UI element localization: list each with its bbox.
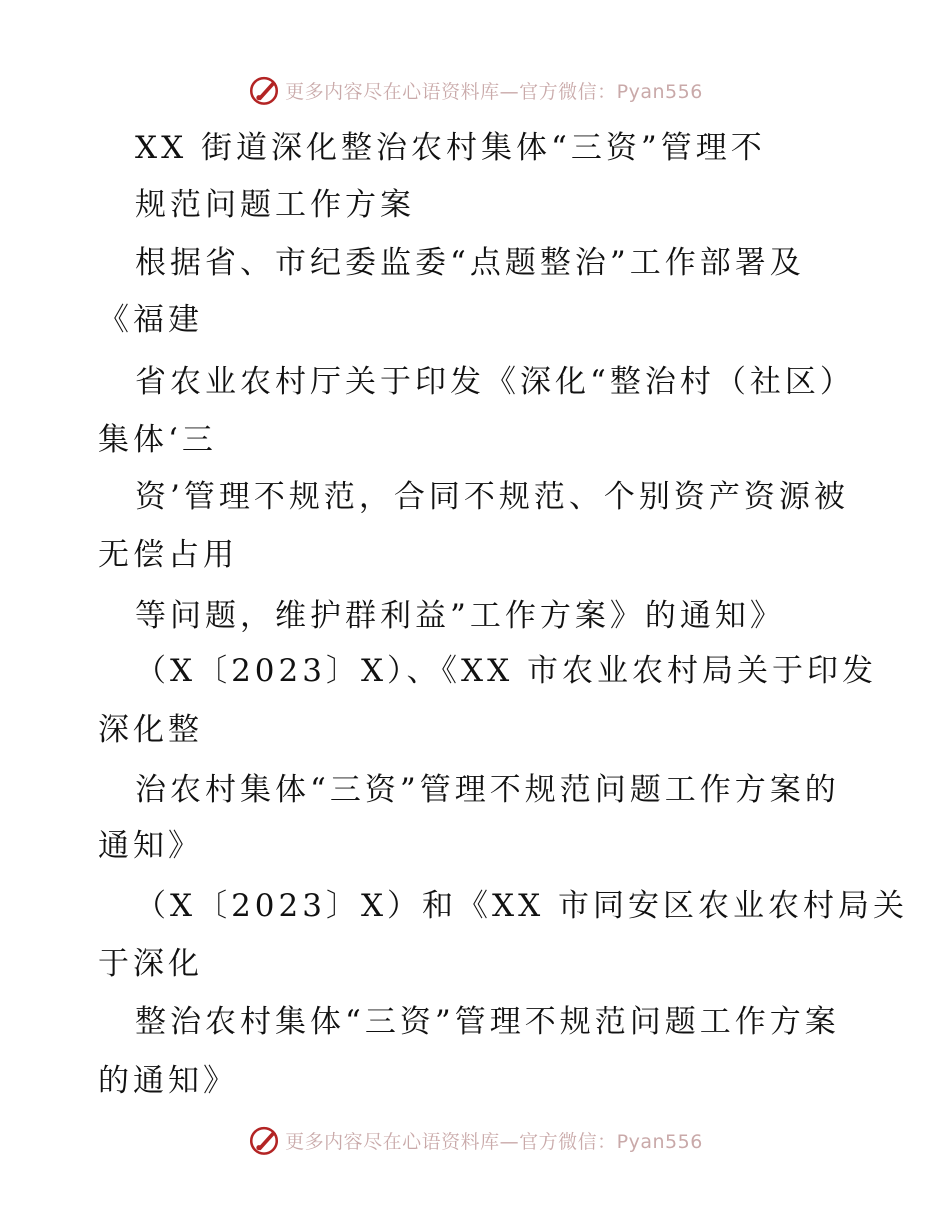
text-line: 于深化 (98, 946, 203, 982)
text-line: 无偿占用 (98, 537, 238, 573)
text-line: 深化整 (98, 712, 203, 748)
text-line: （X〔2023〕X）和《XX 市同安区农业农村局关 (135, 888, 909, 924)
brush-logo-icon (247, 73, 281, 107)
text-line: 省农业农村厅关于印发《深化“整治村（社区） (135, 364, 855, 400)
text-line: 的通知》 (98, 1063, 238, 1099)
text-line: 等问题，维护群利益”工作方案》的通知》 (135, 598, 785, 634)
header-watermark (0, 70, 950, 110)
text-line: （X〔2023〕X）、《XX 市农业农村局关于印发 (135, 653, 878, 689)
brush-logo-icon (247, 1123, 281, 1157)
watermark-text: 更多内容尽在心语资料库—官方微信：Pyan556 (285, 80, 703, 103)
footer-watermark (0, 1120, 950, 1160)
text-line: XX 街道深化整治农村集体“三资”管理不 (135, 130, 766, 166)
text-line: 《福建 (98, 302, 203, 338)
text-line: 治农村集体“三资”管理不规范问题工作方案的 (135, 772, 840, 808)
text-line: 整治农村集体“三资”管理不规范问题工作方案 (135, 1004, 840, 1040)
text-line: 通知》 (98, 828, 203, 864)
text-line: 根据省、市纪委监委“点题整治”工作部署及 (135, 245, 805, 281)
text-line: 资’管理不规范，合同不规范、个别资产资源被 (135, 479, 849, 515)
text-line: 规范问题工作方案 (135, 187, 415, 223)
text-line: 集体‘三 (98, 422, 217, 458)
watermark-text: 更多内容尽在心语资料库—官方微信：Pyan556 (285, 1130, 703, 1153)
